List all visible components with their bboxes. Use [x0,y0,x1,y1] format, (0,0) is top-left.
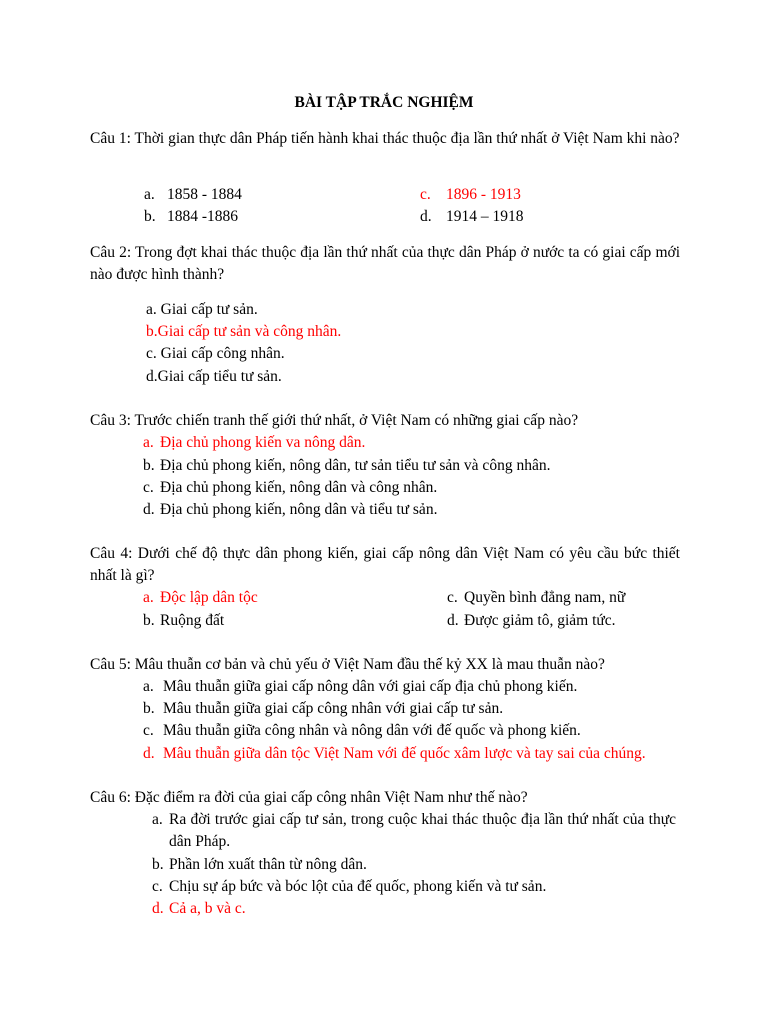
q2-option-b [146,321,341,343]
question-6-text: Câu 6: Đặc điểm ra đời của giai cấp công nhân Việt Nam như thế nào? [90,789,528,806]
question-2-text: Câu 2: Trong đợt khai thác thuộc địa lần thứ nhất của thực dân Pháp ở nước ta có giai cấp mới nào được hình thành? [90,244,680,283]
q1-option-d [420,206,524,228]
option-text: Mâu thuẫn giữa công nhân và nông dân với đế quốc và phong kiến. [163,722,581,739]
q6-option-b [152,854,367,876]
q2-option-d [146,366,282,388]
option-text: 1884 -1886 [167,208,239,225]
option-text: Cả a, b và c. [169,900,246,917]
option-label: a. [146,301,157,318]
option-text: Giai cấp tư sản và công nhân. [157,323,342,340]
option-text: Độc lập dân tộc [160,589,258,606]
q2-option-c [146,343,285,365]
option-text: Địa chủ phong kiến va nông dân. [160,434,366,451]
q2-option-a [146,299,258,321]
option-label: c. [447,589,458,606]
q4-option-b [143,610,224,632]
q6-option-c [152,876,546,898]
option-text: Quyền bình đẳng nam, nữ [464,589,626,606]
q1-option-c [420,184,521,206]
option-text: Giai cấp công nhân. [160,345,285,362]
option-text: Được giảm tô, giảm tức. [464,612,616,629]
q5-option-a [143,676,577,698]
option-label: a. [144,186,155,203]
option-text: 1914 – 1918 [446,208,524,225]
option-text: Địa chủ phong kiến, nông dân và công nhân. [160,479,438,496]
option-label: d. [146,368,158,385]
q4-option-c [447,587,625,609]
option-label: c. [143,722,154,739]
q5-option-b [143,698,503,720]
q3-option-c [143,477,437,499]
q5-option-d [143,743,646,765]
option-label: d. [143,501,155,518]
option-label: a. [143,434,154,451]
option-text: Giai cấp tiểu tư sản. [157,368,282,385]
option-label: d. [447,612,459,629]
option-label: a. [152,811,163,828]
option-text: Phần lớn xuất thân từ nông dân. [169,856,367,873]
option-label: d. [420,208,432,225]
q3-option-b [143,455,550,477]
question-3-text: Câu 3: Trước chiến tranh thế giới thứ nhất, ở Việt Nam có những giai cấp nào? [90,412,579,429]
option-label: d. [152,900,164,917]
option-text: Mâu thuẫn giữa giai cấp công nhân với giai cấp tư sản. [163,700,504,717]
option-text: Ra đời trước giai cấp tư sản, trong cuộc khai thác thuộc địa lần thứ nhất của thực dân Pháp. [169,811,676,850]
q3-option-d [143,499,437,521]
option-label: c. [146,345,157,362]
option-label: c. [420,186,431,203]
option-label: b. [146,323,158,340]
q1-option-b [144,206,238,228]
option-text: Địa chủ phong kiến, nông dân và tiểu tư sản. [160,501,438,518]
option-label: b. [144,208,156,225]
page-title: BÀI TẬP TRẮC NGHIỆM [294,94,474,111]
q4-option-d [447,610,616,632]
q3-option-a [143,432,365,454]
option-label: c. [143,479,154,496]
q6-option-d [152,898,246,920]
option-label: d. [143,745,155,762]
option-text: Mâu thuẫn giữa dân tộc Việt Nam với đế quốc xâm lược và tay sai của chúng. [163,745,646,762]
option-label: c. [152,878,163,895]
option-text: Ruộng đất [160,612,225,629]
option-text: 1858 - 1884 [167,186,242,203]
option-text: Địa chủ phong kiến, nông dân, tư sản tiểu tư sản và công nhân. [160,457,551,474]
option-text: Giai cấp tư sản. [160,301,258,318]
q1-option-a [144,184,242,206]
option-label: b. [143,457,155,474]
option-label: a. [143,589,154,606]
option-label: a. [143,678,154,695]
option-label: b. [143,700,155,717]
option-label: b. [143,612,155,629]
q6-option-a [152,809,678,853]
q4-option-a [143,587,258,609]
q5-option-c [143,720,581,742]
question-1-text: Câu 1: Thời gian thực dân Pháp tiến hành khai thác thuộc địa lần thứ nhất ở Việt Nam khi nào? [90,130,680,147]
option-label: b. [152,856,164,873]
question-4-text: Câu 4: Dưới chế độ thực dân phong kiến, giai cấp nông dân Việt Nam có yêu cầu bức thiết nhất là gì? [90,545,680,584]
question-5-text: Câu 5: Mâu thuẫn cơ bản và chủ yếu ở Việt Nam đầu thế kỷ XX là mau thuẫn nào? [90,656,605,673]
option-text: 1896 - 1913 [446,186,521,203]
option-text: Mâu thuẫn giữa giai cấp nông dân với giai cấp địa chủ phong kiến. [163,678,578,695]
option-text: Chịu sự áp bức và bóc lột của đế quốc, phong kiến và tư sản. [169,878,547,895]
